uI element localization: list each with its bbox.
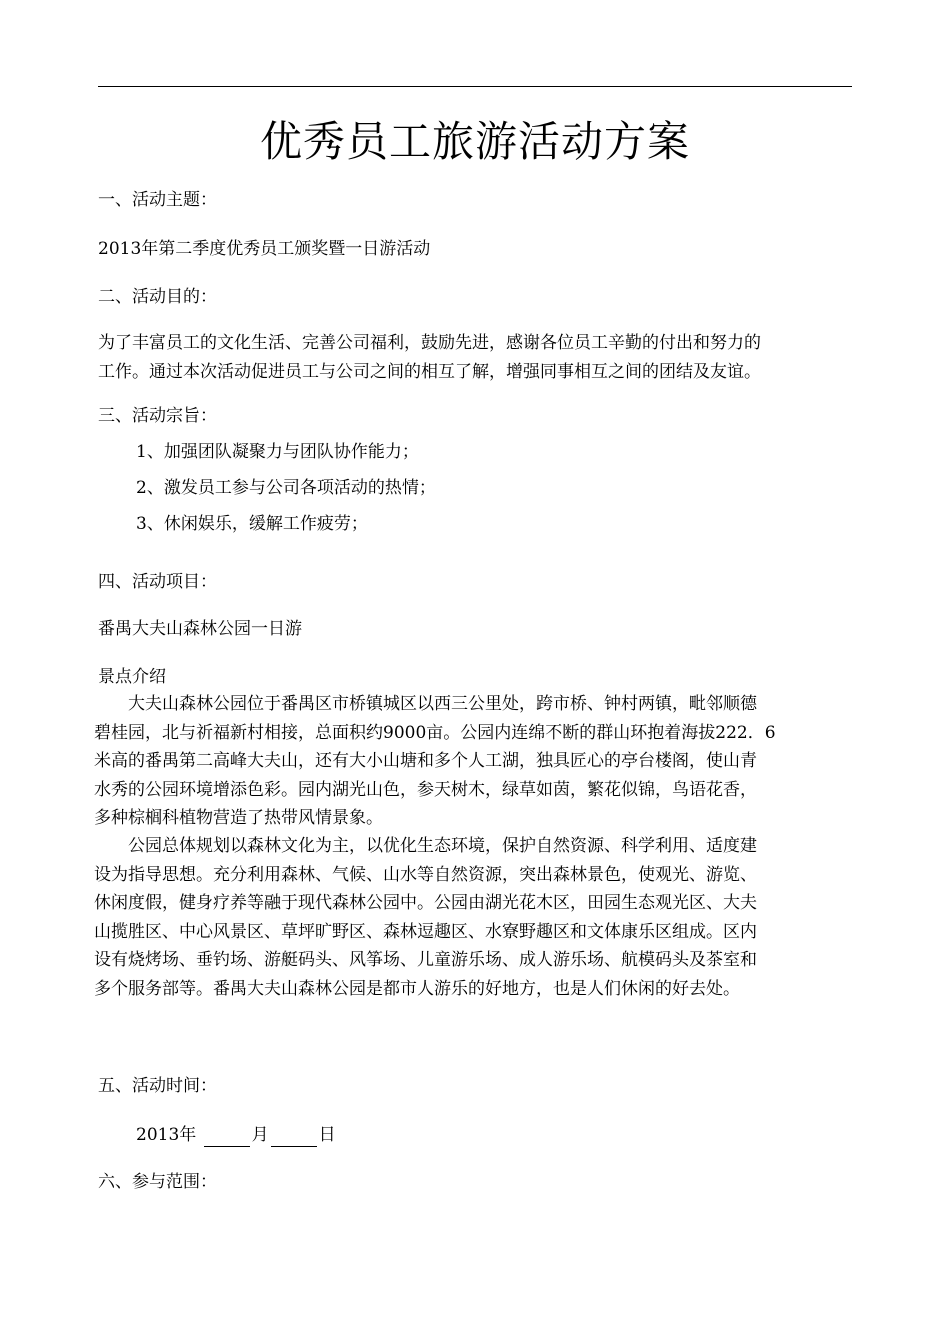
- intro-label: 景点介绍: [98, 667, 166, 687]
- section5-heading: 五、活动时间：: [98, 1076, 217, 1096]
- paragraph-line: 多种棕榈科植物营造了热带风情景象。: [94, 808, 383, 828]
- list-item: 3、休闲娱乐，缓解工作疲劳；: [136, 514, 368, 534]
- header-rule: [98, 86, 852, 87]
- section4-heading: 四、活动项目：: [98, 572, 217, 592]
- paragraph-line: 为了丰富员工的文化生活、完善公司福利，鼓励先进，感谢各位员工辛勤的付出和努力的: [98, 333, 761, 353]
- date-field: [136, 1123, 336, 1147]
- list-item: 2、激发员工参与公司各项活动的热情；: [136, 478, 436, 498]
- day-blank[interactable]: [271, 1128, 317, 1147]
- section1-heading: 一、活动主题：: [98, 190, 217, 210]
- section1-body: 2013年第二季度优秀员工颁奖暨一日游活动: [98, 239, 431, 259]
- paragraph-line: 碧桂园，北与祈福新村相接，总面积约9000亩。公园内连绵不断的群山环抱着海拔222．6: [94, 722, 776, 743]
- project-name: 番禺大夫山森林公园一日游: [98, 619, 302, 639]
- paragraph-line: 设有烧烤场、垂钓场、游艇码头、风筝场、儿童游乐场、成人游乐场、航模码头及茶室和: [94, 950, 757, 970]
- paragraph-line: 多个服务部等。番禺大夫山森林公园是都市人游乐的好地方，也是人们休闲的好去处。: [94, 978, 740, 999]
- section2-paragraph: [98, 329, 858, 386]
- paragraph-line: 休闲度假，健身疗养等融于现代森林公园中。公园由湖光花木区，田园生态观光区、大夫: [94, 893, 757, 913]
- section3-heading: 三、活动宗旨：: [98, 406, 217, 426]
- paragraph-line: 山揽胜区、中心风景区、草坪旷野区、森林逗趣区、水寮野趣区和文体康乐区组成。区内: [94, 921, 757, 942]
- paragraph-line: 设为指导思想。充分利用森林、气候、山水等自然资源，突出森林景色，使观光、游览、: [94, 864, 757, 885]
- date-day-label: 日: [318, 1125, 336, 1145]
- intro-paragraph-1: [94, 690, 854, 833]
- paragraph-line: 工作。通过本次活动促进员工与公司之间的相互了解，增强同事相互之间的团结及友谊。: [98, 361, 761, 382]
- intro-paragraph-2: [94, 832, 854, 1003]
- page-title: 优秀员工旅游活动方案: [259, 117, 690, 166]
- paragraph-line: 米高的番禺第二高峰大夫山，还有大小山塘和多个人工湖，独具匠心的亭台楼阁，使山青: [94, 751, 757, 771]
- paragraph-line: 公园总体规划以森林文化为主，以优化生态环境，保护自然资源、科学利用、适度建: [94, 836, 757, 856]
- list-item: 1、加强团队凝聚力与团队协作能力；: [136, 442, 419, 462]
- date-year: 2013年: [136, 1125, 197, 1145]
- section2-heading: 二、活动目的：: [98, 287, 217, 307]
- date-month-label: 月: [251, 1125, 269, 1145]
- month-blank[interactable]: [204, 1128, 250, 1147]
- paragraph-line: 大夫山森林公园位于番禺区市桥镇城区以西三公里处，跨市桥、钟村两镇，毗邻顺德: [94, 694, 757, 714]
- paragraph-line: 水秀的公园环境增添色彩。园内湖光山色，参天树木，绿草如茵，繁花似锦，鸟语花香，: [94, 779, 757, 800]
- section6-heading: 六、参与范围：: [98, 1172, 217, 1192]
